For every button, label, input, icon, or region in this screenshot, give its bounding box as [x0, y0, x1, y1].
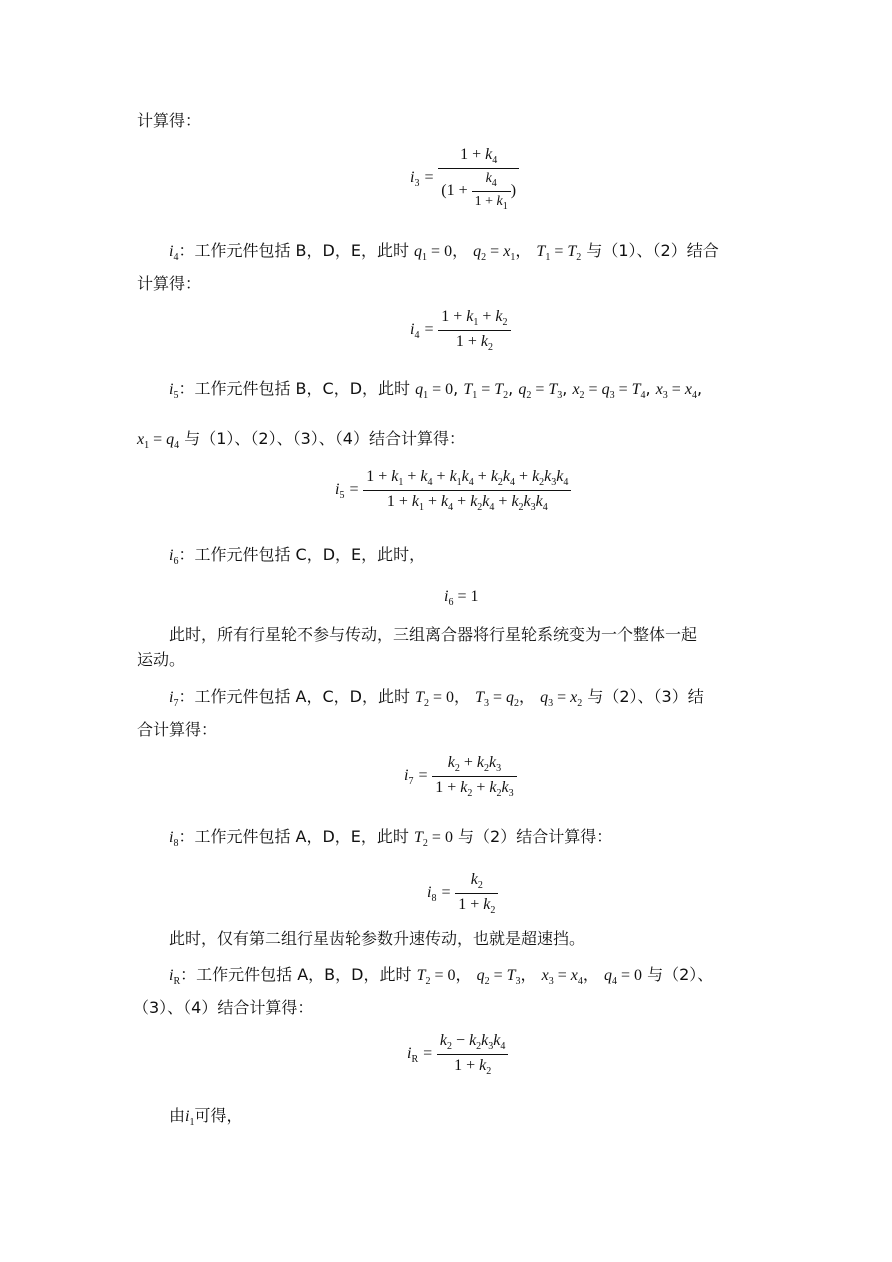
formula-i5: $i_5$ = $\frac{1 + k_1 + k_4 + k_1k_4 + k_2k_4 + k_2k_3k_4}{1 + k_1 + k_4 + k_2k_4 + k_2k_3k_4}$	[335, 468, 571, 513]
text-line: 合计算得：	[137, 720, 218, 739]
text-line: 计算得：	[137, 111, 202, 130]
formula-i3: $i_3$ = $1 + k_4$ (1 + $\frac{k_4}{1 + k_1}$ )	[410, 146, 519, 212]
paragraph-line: 此时，所有行星轮不参与传动，三组离合器将行星轮系统变为一个整体一起	[169, 625, 698, 644]
i8-line: $i_8$：工作元件包括 A，D，E，此时 $T_2 = 0$ 与（2）结合计算得：	[169, 827, 613, 850]
i5-line-2: $x_1 = q_4$ 与（1）、（2）、（3）、（4）结合计算得：	[137, 429, 465, 452]
formula-iR: $i_R$ = $\frac{k_2 - k_2k_3k_4}{1 + k_2}$	[407, 1032, 508, 1077]
formula-i7: $i_7$ = $\frac{k_2 + k_2k_3}{1 + k_2 + k_2k_3}$	[404, 754, 517, 799]
paragraph-line: 运动。	[137, 650, 186, 669]
i6-line: $i_6$：工作元件包括 C，D，E，此时，	[169, 545, 426, 568]
text-line: 计算得：	[137, 274, 202, 293]
formula-i8: $i_8$ = $\frac{k_2}{1 + k_2}$	[427, 871, 498, 916]
i7-line: $i_7$：工作元件包括 A，C，D，此时 $T_2 = 0$， $T_3 = q_2$， $q_3 = x_2$ 与（2）、（3）结	[169, 687, 704, 710]
formula-i4: $i_4$ = $\frac{1 + k_1 + k_2}{1 + k_2}$	[410, 308, 511, 353]
i4-line: $i_4$：工作元件包括 B，D，E，此时 $q_1 = 0$， $q_2 = x_1$， $T_1 = T_2$ 与（1）、（2）结合	[169, 241, 719, 264]
formula-i6: $i_6 = 1$	[444, 588, 479, 609]
final-line: 由$i_1$可得，	[169, 1106, 243, 1129]
i5-line: $i_5$：工作元件包括 B，C，D，此时 $q_1 = 0$, $T_1 = T_2$, $q_2 = T_3$, $x_2 = q_3 = T_4$, $x_3 = x_4$,	[169, 379, 703, 402]
iR-line: $i_R$：工作元件包括 A，B，D，此时 $T_2 = 0$， $q_2 = T_3$， $x_3 = x_4$， $q_4 = 0$ 与（2）、	[169, 965, 714, 988]
text-line: （3）、（4）结合计算得：	[133, 998, 314, 1017]
paragraph-line: 此时，仅有第二组行星齿轮参数升速传动，也就是超速挡。	[169, 929, 586, 948]
